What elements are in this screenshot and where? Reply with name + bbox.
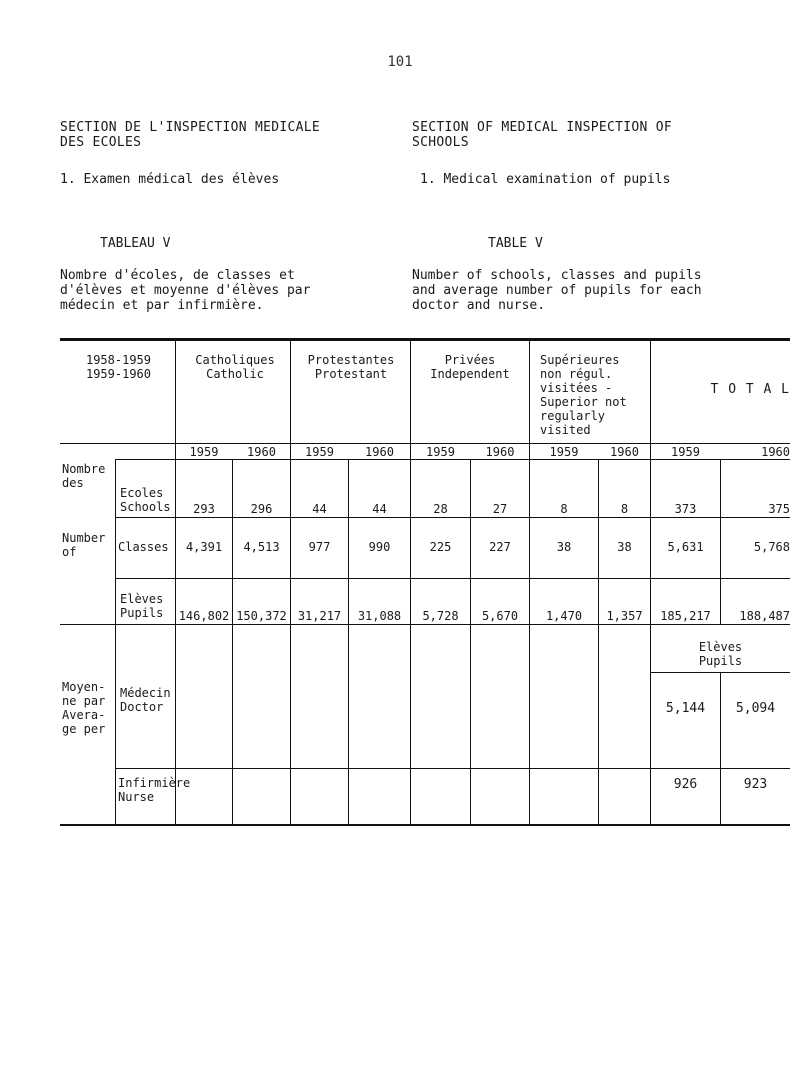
doctor-total-1959: 5,144 [665, 701, 706, 716]
vline-label [115, 459, 116, 624]
year-total-1960: 1960 [761, 445, 790, 459]
group-average-l1: Moyen- [62, 680, 106, 694]
period-header [66, 353, 171, 381]
row-schools-fr: Ecoles [120, 486, 164, 500]
vline-b [290, 340, 291, 826]
fr-section-title [60, 120, 320, 150]
fr-section-line2: DES ECOLES [60, 135, 142, 150]
classes-priv-1959: 225 [429, 540, 452, 554]
col-total: T O T A L [710, 382, 790, 397]
group-average-l2: ne par [62, 694, 106, 708]
en-description [412, 268, 702, 313]
en-desc-line2: and average number of pupils for each [412, 283, 702, 298]
row-pupils-fr: Elèves [120, 592, 164, 606]
pupils-prot-1959: 31,217 [297, 609, 342, 623]
row-doctor-en: Doctor [120, 700, 164, 714]
year-sup-1959: 1959 [549, 445, 579, 459]
page-number: 101 [387, 54, 413, 70]
nurse-total-1959: 926 [673, 777, 698, 792]
group-nombre-l2: des [62, 476, 84, 490]
en-section-line2: SCHOOLS [412, 135, 469, 150]
group-average-l4: ge per [62, 722, 106, 736]
schools-prot-1960: 44 [372, 502, 387, 516]
classes-sup-1959: 38 [556, 540, 572, 554]
row-nurse-en: Nurse [118, 790, 155, 804]
period-1: 1958-1959 [85, 353, 152, 367]
col-protestant-fr: Protestantes [307, 353, 395, 367]
fr-desc-line3: médecin et par infirmière. [60, 298, 264, 313]
year-cath-1960: 1960 [247, 445, 276, 459]
group-number-l1: Number [62, 531, 106, 545]
col-protestant-en: Protestant [314, 367, 388, 381]
group-nombre-l1: Nombre [62, 462, 106, 476]
group-average [62, 680, 105, 736]
en-subsection: 1. Medical examination of pupils [420, 172, 671, 187]
pupils-sup-1960: 1,357 [606, 609, 643, 623]
table-bottom-border [60, 824, 790, 826]
fr-section-line1: SECTION DE L'INSPECTION MEDICALE [60, 120, 321, 135]
row-nurse-fr: Infirmière [118, 776, 191, 790]
year-sup-1960: 1960 [610, 445, 639, 459]
col-superior-l2: non régul. [540, 367, 613, 381]
table-top-border [60, 338, 790, 341]
vline-j [720, 672, 721, 826]
years-line [115, 459, 790, 460]
col-superior-l4: Superior not [540, 395, 627, 409]
year-prot-1959: 1959 [305, 445, 334, 459]
row-pupils-en: Pupils [120, 606, 164, 620]
pupils-total-1960: 188,487 [739, 609, 790, 623]
classes-prot-1959: 977 [308, 540, 331, 554]
vline-e [650, 340, 651, 826]
classes-cath-1959: 4,391 [185, 540, 223, 554]
col-superior-l3: visitées - [540, 381, 613, 395]
vline-a [175, 340, 176, 826]
table-header-line [60, 443, 790, 444]
pupils-subheader-fr: Elèves [698, 640, 743, 654]
col-protestant [292, 353, 410, 381]
col-superior [540, 353, 650, 437]
classes-total-1960: 5,768 [753, 540, 790, 554]
pupils-prot-1960: 31,088 [357, 609, 402, 623]
schools-total-1960: 375 [768, 502, 790, 516]
col-private-en: Independent [430, 367, 510, 381]
pupils-cath-1959: 146,802 [178, 609, 230, 623]
col-superior-l6: visited [540, 423, 591, 437]
group-nombre [62, 462, 105, 490]
row-classes-label: Classes [118, 540, 169, 554]
row-doctor-fr: Médecin [120, 686, 171, 700]
fr-desc-line2: d'élèves et moyenne d'élèves par [60, 283, 311, 298]
schools-cath-1959: 293 [193, 502, 215, 516]
fr-subsection: 1. Examen médical des élèves [60, 172, 280, 187]
fr-desc-line1: Nombre d'écoles, de classes et [60, 268, 295, 283]
year-cath-1959: 1959 [189, 445, 219, 459]
doctor-total-1960: 5,094 [735, 701, 776, 716]
period-2: 1959-1960 [85, 367, 152, 381]
col-catholic-en: Catholic [206, 367, 264, 381]
year-priv-1960: 1960 [485, 445, 515, 459]
schools-prot-1959: 44 [312, 502, 327, 516]
schools-priv-1960: 27 [492, 502, 508, 516]
schools-total-1959: 373 [674, 502, 697, 516]
year-total-1959: 1959 [671, 445, 700, 459]
group-number-l2: of [62, 545, 77, 559]
pupils-line [60, 624, 790, 625]
en-table-label: TABLE V [488, 236, 543, 251]
pupils-total-1959: 185,217 [660, 609, 711, 623]
nurse-total-1960: 923 [743, 777, 768, 792]
row-pupils-label [120, 592, 163, 620]
en-section-line1: SECTION OF MEDICAL INSPECTION OF [412, 120, 673, 135]
en-section-title [412, 120, 672, 150]
year-priv-1959: 1959 [426, 445, 455, 459]
pupils-priv-1959: 5,728 [422, 609, 459, 623]
schools-line [115, 517, 790, 518]
row-nurse-label [118, 776, 190, 804]
classes-cath-1960: 4,513 [243, 540, 280, 554]
schools-cath-1960: 296 [250, 502, 273, 516]
en-desc-line1: Number of schools, classes and pupils [412, 268, 702, 283]
col-superior-l5: regularly [540, 409, 606, 423]
doctor-line [115, 768, 790, 769]
en-desc-line3: doctor and nurse. [412, 298, 546, 313]
vline-c [410, 340, 411, 826]
schools-priv-1959: 28 [433, 502, 448, 516]
group-number [62, 531, 105, 559]
classes-prot-1960: 990 [368, 540, 391, 554]
col-private-fr: Privées [444, 353, 496, 367]
col-catholic-fr: Catholiques [195, 353, 275, 367]
classes-priv-1960: 227 [489, 540, 511, 554]
classes-sup-1960: 38 [617, 540, 632, 554]
pupils-sup-1959: 1,470 [545, 609, 583, 623]
fr-table-label: TABLEAU V [100, 236, 171, 251]
schools-sup-1960: 8 [620, 502, 629, 516]
pupils-subheader-en: Pupils [698, 654, 743, 668]
schools-sup-1959: 8 [560, 502, 568, 516]
col-catholic [180, 353, 290, 381]
vline-label2 [115, 624, 116, 826]
pupils-priv-1960: 5,670 [481, 609, 519, 623]
pupils-cath-1960: 150,372 [236, 609, 287, 623]
pupils-subheader [651, 640, 790, 668]
year-prot-1960: 1960 [365, 445, 394, 459]
col-private [411, 353, 529, 381]
fr-description [60, 268, 310, 313]
classes-total-1959: 5,631 [667, 540, 704, 554]
row-schools-label [120, 486, 171, 514]
group-average-l3: Avera- [62, 708, 106, 722]
row-doctor-label [120, 686, 171, 714]
vline-d [529, 340, 530, 826]
row-schools-en: Schools [120, 500, 171, 514]
classes-line [115, 578, 790, 579]
col-superior-l1: Supérieures [540, 353, 620, 367]
